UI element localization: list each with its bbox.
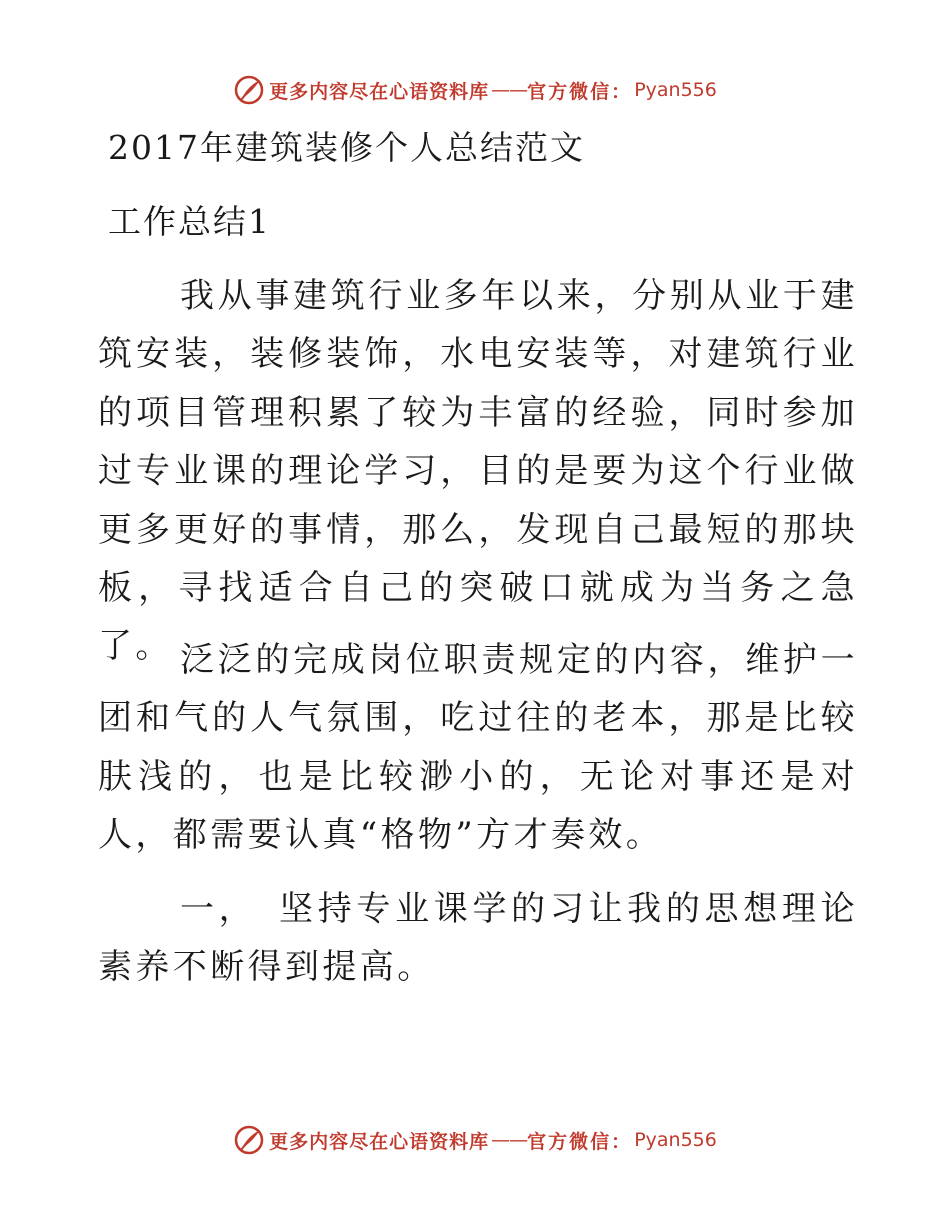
feather-pen-circle-icon — [233, 74, 265, 106]
feather-pen-circle-icon — [233, 1124, 265, 1156]
paragraph-1: 我从事建筑行业多年以来，分别从业于建筑安装，装修装饰，水电安装等，对建筑行业的项目管理积累了较为丰富的经验，同时参加过专业课的理论学习，目的是要为这个行业做更多更好的事情，那么，发现自己最短的那块板，寻找适合自己的突破口就成为当务之急了。 — [98, 276, 858, 667]
watermark-account: Pyan556 — [634, 79, 717, 101]
watermark-main-text: 更多内容尽在心语资料库 — [269, 80, 490, 103]
paragraph-2: 泛泛的完成岗位职责规定的内容，维护一团和气的人气氛围，吃过往的老本，那是比较肤浅的，也是比较渺小的，无论对事还是对人，都需要认真“格物”方才奏效。 — [98, 640, 858, 856]
watermark-account: Pyan556 — [634, 1129, 717, 1151]
watermark-main-text: 更多内容尽在心语资料库 — [269, 1130, 490, 1153]
watermark-dash: —— — [491, 79, 528, 101]
paragraph-3: 一， 坚持专业课学的习让我的思想理论素养不断得到提高。 — [98, 889, 858, 988]
footer-watermark — [0, 1120, 950, 1160]
section-heading: 工作总结1 — [108, 202, 271, 241]
watermark-official-label: 官方微信： — [527, 80, 633, 103]
document-title: 2017年建筑装修个人总结范文 — [108, 128, 585, 167]
watermark-dash: —— — [491, 1129, 528, 1151]
header-watermark — [0, 70, 950, 110]
watermark-official-label: 官方微信： — [527, 1130, 633, 1153]
